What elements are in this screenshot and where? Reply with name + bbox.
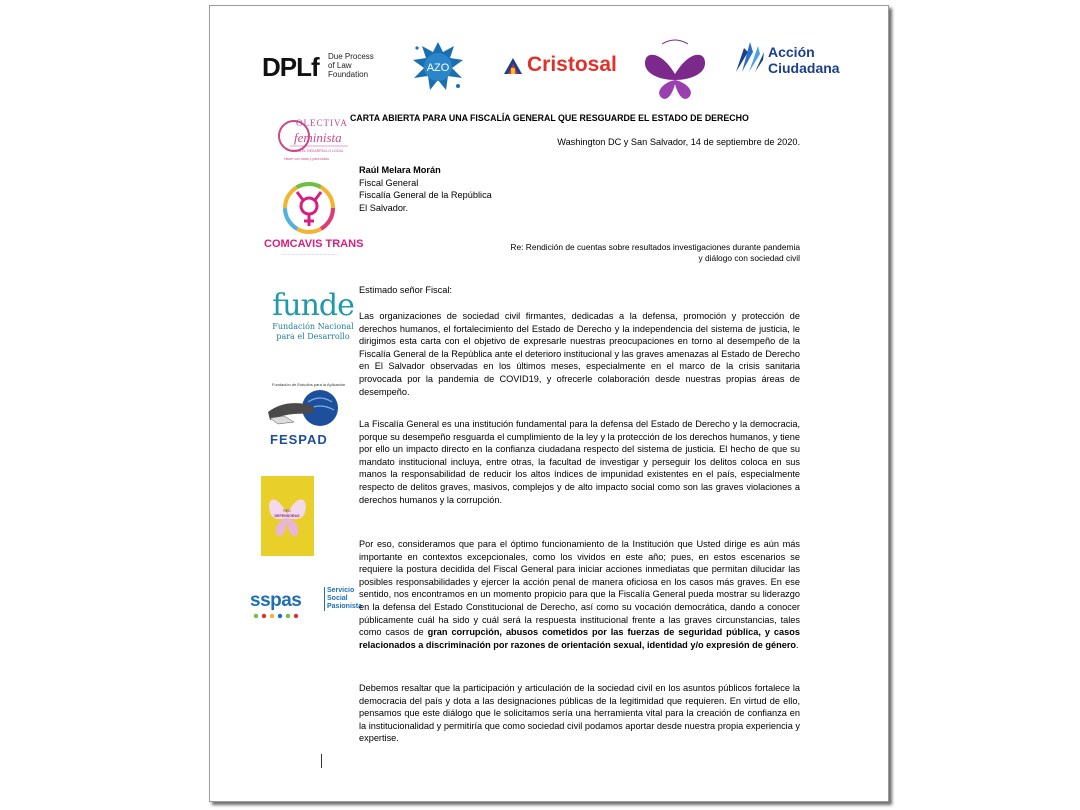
azo-splash-icon [410, 38, 466, 94]
dplf-mark: DPLf [262, 52, 319, 82]
accion-line: Acción [768, 44, 815, 60]
cristosal-emblem-icon [502, 56, 524, 76]
paragraph-4: Debemos resaltar que la participación y articulación de la sociedad civil en los asuntos públicos fortalece la democracia del país y dota a las designaciones públicas de la legitimidad que requieren. En virtud de ello, pensamos que este diálogo que le solicitamos sería una herramienta vital para la creación de confianza en la institucionalidad y permitiría que como sociedad civil podamos aportar desde nuestra propia experiencia y expertise. [359, 683, 800, 744]
comcavis-tagline-mark: ·········································· [281, 252, 337, 257]
funde-logo [268, 290, 358, 350]
letter-date: Washington DC y San Salvador, 14 de septiembre de 2020. [557, 137, 800, 147]
colectiva-feminista-emblem [274, 112, 350, 162]
paragraph-3-end: . [796, 639, 799, 650]
sspas-tagline [324, 587, 362, 611]
dplf-line: Due Process [328, 52, 374, 61]
recipient-line: Fiscal General [359, 177, 419, 188]
sspas-logo [250, 584, 363, 620]
fespad-name: FESPAD [270, 432, 328, 447]
fespad-logo [264, 378, 352, 448]
paragraph-3-text: Por eso, consideramos que para el óptimo funcionamiento de la Institución que Usted dirige es aún más importante en contextos excepcionales, como los vividos en este año; pues, en estos escenarios se requiere la postura decidida del Fiscal General para iniciar acciones inmediatas que permitan dilucidar las posibles responsabilidades y ejercer la acción penal de manera oficiosa en los casos más graves. En ese sentido, nos encontramos en un momento propicio para que la Fiscalía General pueda mostrar su liderazgo en la defensa del Estado Constitucional de Derecho, así como su vocación democrática, dando a conocer públicamente cuál ha sido y cuál será la respuesta institucional frente a las graves circunstancias, tales como casos de [359, 539, 800, 638]
funde-name: funde [272, 288, 354, 323]
accion-figure-icon [732, 38, 766, 74]
paragraph-3 [359, 538, 800, 651]
dplf-text [328, 52, 388, 79]
colectiva-feminista-logo [274, 112, 350, 162]
dplf-line: Foundation [328, 70, 369, 79]
svg-text:Hacer con otras y para todas: Hacer con otras y para todas [284, 157, 329, 161]
paragraph-1: Las organizaciones de sociedad civil firmantes, dedicadas a la defensa, promoción y protección de derechos humanos, el fortalecimiento del Estado de Derecho y la independencia del sistema de justicia, le dirigimos esta carta con el objetivo de expresarle nuestras preocupaciones en torno al desempeño de la Fiscalía General de la República ante el deterioro institucional y las graves amenazas al Estado de Derecho en El Salvador observadas en los últimos meses, especialmente en el marco de la crisis sanitaria provocada por la pandemia de COVID19, y ofrecerle colaboración desde nuestras propias áreas de desempeño. [359, 311, 800, 397]
letter-title: CARTA ABIERTA PARA UNA FISCALÍA GENERAL QUE RESGUARDE EL ESTADO DE DERECHO [350, 113, 749, 123]
accion-name [768, 44, 840, 76]
logo-header [262, 34, 852, 106]
comcavis-trans-logo [264, 180, 364, 266]
cristosal-name: Cristosal [527, 53, 617, 76]
reference-line-2: y diálogo con sociedad civil [698, 253, 800, 263]
comcavis-name: COMCAVIS TRANS [264, 238, 364, 250]
svg-text:OLECTIVA: OLECTIVA [296, 118, 348, 128]
text-cursor [321, 754, 322, 768]
recipient-block [359, 164, 492, 214]
svg-text:DEFENSORAS: DEFENSORAS [274, 514, 300, 518]
red-defensoras-wings-icon [268, 486, 307, 542]
sspas-line: Pasionista [327, 603, 363, 610]
funde-subtitle-2: para el Desarrollo [276, 332, 350, 341]
document-page [209, 5, 889, 802]
agrupacion-ciudadana-logo [642, 34, 708, 106]
funde-subtitle-1: Fundación Nacional [272, 322, 354, 331]
reference-line-1: Re: Rendición de cuentas sobre resultados investigaciones durante pandemia [510, 242, 800, 252]
fespad-emblem-icon [264, 378, 352, 430]
red-defensoras-logo [261, 476, 314, 556]
azo-logo [410, 38, 466, 94]
svg-text:feminista: feminista [294, 130, 342, 145]
dplf-line: of Law [328, 61, 352, 70]
butterfly-icon [642, 34, 708, 106]
svg-text:Fundación de Estudios para la: Fundación de Estudios para la Aplicación [272, 382, 346, 387]
sspas-dots-icon [252, 612, 322, 620]
sspas-line: Social [327, 595, 348, 602]
comcavis-symbol-icon [264, 180, 354, 238]
sspas-name: sspas [250, 590, 302, 611]
svg-text:RED: RED [283, 509, 291, 513]
recipient-name: Raúl Melara Morán [359, 165, 441, 175]
accion-line: Ciudadana [768, 60, 840, 76]
recipient-line: El Salvador. [359, 202, 409, 213]
paragraph-2: La Fiscalía General es una institución fundamental para la defensa del Estado de Derecho y la democracia, porque su desempeño resguarda el cumplimiento de la ley y la protección de los derechos humanos, y tiene por ello un impacto directo en la confianza ciudadana respecto del sistema de justicia. El hecho de que su mandato institucional incluya, entre otras, la facultad de investigar y perseguir los delitos coloca en sus manos la responsabilidad de reducir los altos índices de impunidad existentes en el país, especialmente respecto de delitos graves, masivos, complejos y de alto impacto social como son las graves violaciones a derechos humanos y la corrupción. [359, 419, 800, 505]
greeting: Estimado señor Fiscal: [359, 285, 452, 295]
reference-line [510, 242, 800, 264]
dplf-logo [262, 52, 374, 83]
azo-label: AZO [426, 62, 450, 74]
recipient-line: Fiscalía General de la República [359, 190, 492, 201]
sspas-line: Servicio [327, 587, 355, 594]
svg-text:PARA EL DESARROLLO LOCAL: PARA EL DESARROLLO LOCAL [292, 149, 344, 153]
paragraph-3-emphasis: gran corrupción, abusos cometidos por las fuerzas de seguridad pública, y casos relacionados a discriminación por razones de orientación sexual, identidad y/o expresión de género [359, 627, 800, 650]
